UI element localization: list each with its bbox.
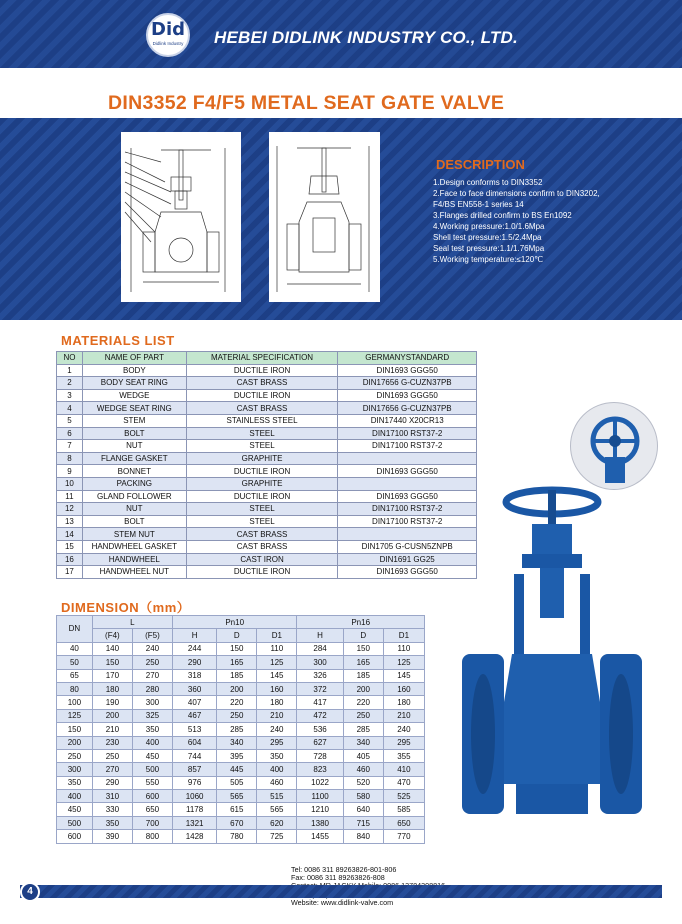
cell: 390	[92, 830, 132, 843]
cell: 500	[132, 763, 172, 776]
cell: 470	[383, 776, 424, 789]
cell: 780	[217, 830, 257, 843]
contact-tel: Tel: 0086 311 89263826-801-806	[291, 865, 397, 874]
cell: 330	[92, 803, 132, 816]
cell: 318	[172, 669, 216, 682]
cell: 284	[297, 642, 343, 655]
cell: 600	[132, 790, 172, 803]
cell: 220	[343, 696, 383, 709]
table-row	[57, 452, 477, 465]
description-title: DESCRIPTION	[436, 157, 525, 172]
cell: 395	[217, 749, 257, 762]
cell: 285	[217, 723, 257, 736]
cell: 7	[57, 440, 83, 453]
cell: CAST BRASS	[186, 402, 338, 415]
col-subheader: (F5)	[132, 629, 172, 642]
cell: 17	[57, 566, 83, 579]
cell: 565	[217, 790, 257, 803]
cell: 145	[257, 669, 297, 682]
table-row	[57, 803, 425, 816]
cell: 160	[257, 682, 297, 695]
cell: 1178	[172, 803, 216, 816]
table-row	[57, 389, 477, 402]
page-number: 4	[20, 882, 40, 902]
cell: 650	[383, 816, 424, 829]
cell: 244	[172, 642, 216, 655]
cell: 200	[343, 682, 383, 695]
cell: 180	[92, 682, 132, 695]
cell: 180	[383, 696, 424, 709]
cell: DIN17656 G-CUZN37PB	[338, 402, 477, 415]
cell: 355	[383, 749, 424, 762]
cell: 536	[297, 723, 343, 736]
cell: 340	[343, 736, 383, 749]
table-row	[57, 790, 425, 803]
cell: 1428	[172, 830, 216, 843]
cell: 145	[383, 669, 424, 682]
table-row	[57, 816, 425, 829]
cell: 472	[297, 709, 343, 722]
description-line: 3.Flanges drilled confirm to BS En1092	[433, 211, 572, 220]
cell: 515	[257, 790, 297, 803]
cell: 185	[217, 669, 257, 682]
col-subheader: D	[343, 629, 383, 642]
description-line: Shell test pressure:1.5/2.4Mpa	[433, 233, 542, 242]
cell: 125	[383, 656, 424, 669]
valve-drawing-side	[121, 132, 241, 302]
cell: 65	[57, 669, 93, 682]
cell: BOLT	[82, 427, 186, 440]
col-header: NO	[57, 352, 83, 365]
cell: 460	[257, 776, 297, 789]
table-row	[57, 696, 425, 709]
logo-subtitle: Didlink Industry	[152, 41, 184, 46]
cell: WEDGE	[82, 389, 186, 402]
cell: 10	[57, 477, 83, 490]
cell: DUCTILE IRON	[186, 465, 338, 478]
cell: 372	[297, 682, 343, 695]
col-header: L	[92, 616, 172, 629]
cell	[338, 452, 477, 465]
description-list	[433, 177, 673, 265]
cell: WEDGE SEAT RING	[82, 402, 186, 415]
cell: PACKING	[82, 477, 186, 490]
cell: FLANGE GASKET	[82, 452, 186, 465]
cell: 290	[172, 656, 216, 669]
side-view-drawing	[121, 132, 241, 302]
cell: 770	[383, 830, 424, 843]
cell: BODY	[82, 364, 186, 377]
cell: GLAND FOLLOWER	[82, 490, 186, 503]
cell: DIN1693 GGG50	[338, 389, 477, 402]
cell: 150	[92, 656, 132, 669]
cell: 410	[383, 763, 424, 776]
cell: DUCTILE IRON	[186, 389, 338, 402]
cell: 3	[57, 389, 83, 402]
cell: 580	[343, 790, 383, 803]
cell: DIN17100 RST37-2	[338, 503, 477, 516]
cell: 640	[343, 803, 383, 816]
table-row	[57, 669, 425, 682]
table-row	[57, 515, 477, 528]
cell: 1100	[297, 790, 343, 803]
cell: DIN1693 GGG50	[338, 465, 477, 478]
cell: 700	[132, 816, 172, 829]
cell	[338, 528, 477, 541]
cell: 125	[57, 709, 93, 722]
cell: 40	[57, 642, 93, 655]
cell: 165	[217, 656, 257, 669]
cell: 400	[257, 763, 297, 776]
cell: 140	[92, 642, 132, 655]
cell: 15	[57, 540, 83, 553]
cell: 190	[92, 696, 132, 709]
table-row	[57, 736, 425, 749]
table-subheader-row	[57, 629, 425, 642]
cell: CAST BRASS	[186, 377, 338, 390]
cell: DIN1691 GG25	[338, 553, 477, 566]
cell: 150	[343, 642, 383, 655]
cell: STEEL	[186, 503, 338, 516]
cell: STEEL	[186, 440, 338, 453]
cell: 295	[257, 736, 297, 749]
cell: STAINLESS STEEL	[186, 414, 338, 427]
cell: STEM	[82, 414, 186, 427]
col-header: Pn10	[172, 616, 296, 629]
cell: 11	[57, 490, 83, 503]
table-row	[57, 465, 477, 478]
table-row	[57, 377, 477, 390]
cell: 604	[172, 736, 216, 749]
table-row	[57, 776, 425, 789]
cell: 840	[343, 830, 383, 843]
cell: 300	[297, 656, 343, 669]
cell: 500	[57, 816, 93, 829]
cell: 50	[57, 656, 93, 669]
cell: 340	[217, 736, 257, 749]
cell: 467	[172, 709, 216, 722]
cell: 650	[132, 803, 172, 816]
cell: 565	[257, 803, 297, 816]
cell: 405	[343, 749, 383, 762]
header-banner	[0, 0, 682, 68]
cell: 1210	[297, 803, 343, 816]
table-row	[57, 709, 425, 722]
cell: 627	[297, 736, 343, 749]
description-line: 4.Working pressure:1.0/1.6Mpa	[433, 222, 545, 231]
cell: 185	[343, 669, 383, 682]
cell: 450	[132, 749, 172, 762]
table-row	[57, 477, 477, 490]
cell: 400	[132, 736, 172, 749]
col-header: MATERIAL SPECIFICATION	[186, 352, 338, 365]
col-header: NAME OF PART	[82, 352, 186, 365]
cell: BOLT	[82, 515, 186, 528]
cell: CAST BRASS	[186, 528, 338, 541]
description-line: Seal test pressure:1.1/1.76Mpa	[433, 244, 545, 253]
cell: CAST BRASS	[186, 540, 338, 553]
dimension-title: DIMENSION（mm）	[61, 600, 191, 615]
col-subheader: D1	[383, 629, 424, 642]
materials-title: MATERIALS LIST	[61, 333, 175, 348]
col-subheader: H	[297, 629, 343, 642]
cell: 80	[57, 682, 93, 695]
handwheel-closeup-icon	[571, 403, 658, 490]
cell: 1022	[297, 776, 343, 789]
footer-bar	[20, 885, 662, 898]
table-row	[57, 749, 425, 762]
cell: 460	[343, 763, 383, 776]
table-row	[57, 723, 425, 736]
cell: GRAPHITE	[186, 452, 338, 465]
cell: DUCTILE IRON	[186, 490, 338, 503]
cell: 600	[57, 830, 93, 843]
cell: 513	[172, 723, 216, 736]
cell: DIN1693 GGG50	[338, 490, 477, 503]
cell: 407	[172, 696, 216, 709]
section-view-drawing	[269, 132, 380, 302]
cell: 1455	[297, 830, 343, 843]
cell: DIN1693 GGG50	[338, 364, 477, 377]
table-row	[57, 553, 477, 566]
cell: 210	[383, 709, 424, 722]
cell: 1	[57, 364, 83, 377]
cell: 290	[92, 776, 132, 789]
cell: 360	[172, 682, 216, 695]
col-header: DN	[57, 616, 93, 643]
cell: 200	[92, 709, 132, 722]
cell: 180	[257, 696, 297, 709]
cell: 976	[172, 776, 216, 789]
table-row	[57, 830, 425, 843]
cell: 200	[57, 736, 93, 749]
cell: 250	[57, 749, 93, 762]
table-row	[57, 566, 477, 579]
cell: 170	[92, 669, 132, 682]
cell: 125	[257, 656, 297, 669]
description-line: F4/BS EN558-1 series 14	[433, 200, 524, 209]
cell: DIN17656 G-CUZN37PB	[338, 377, 477, 390]
cell: CAST IRON	[186, 553, 338, 566]
cell: 6	[57, 427, 83, 440]
cell: DIN17100 RST37-2	[338, 515, 477, 528]
cell: 550	[132, 776, 172, 789]
cell: STEEL	[186, 427, 338, 440]
cell: 445	[217, 763, 257, 776]
page-title: DIN3352 F4/F5 METAL SEAT GATE VALVE	[108, 92, 505, 114]
cell: 150	[217, 642, 257, 655]
cell: DIN17440 X20CR13	[338, 414, 477, 427]
cell: 210	[257, 709, 297, 722]
description-line: 1.Design conforms to DIN3352	[433, 178, 543, 187]
table-header-row	[57, 616, 425, 629]
cell: 325	[132, 709, 172, 722]
table-row	[57, 656, 425, 669]
cell: HANDWHEEL	[82, 553, 186, 566]
cell: 505	[217, 776, 257, 789]
cell: 5	[57, 414, 83, 427]
handwheel-closeup-photo	[570, 402, 658, 490]
cell: NUT	[82, 503, 186, 516]
cell: 270	[132, 669, 172, 682]
cell: 100	[57, 696, 93, 709]
table-row	[57, 763, 425, 776]
cell: 857	[172, 763, 216, 776]
cell: 250	[343, 709, 383, 722]
cell: 285	[343, 723, 383, 736]
cell: 110	[257, 642, 297, 655]
cell: 300	[132, 696, 172, 709]
cell: 725	[257, 830, 297, 843]
col-subheader: D	[217, 629, 257, 642]
cell: 525	[383, 790, 424, 803]
cell: 210	[92, 723, 132, 736]
cell: 14	[57, 528, 83, 541]
cell: BODY SEAT RING	[82, 377, 186, 390]
company-logo	[146, 13, 190, 57]
table-row	[57, 402, 477, 415]
cell: 350	[132, 723, 172, 736]
cell: DIN17100 RST37-2	[338, 440, 477, 453]
cell: 670	[217, 816, 257, 829]
cell: HANDWHEEL GASKET	[82, 540, 186, 553]
cell: 9	[57, 465, 83, 478]
cell: DIN1705 G-CUSN5ZNPB	[338, 540, 477, 553]
col-subheader: (F4)	[92, 629, 132, 642]
cell: 350	[57, 776, 93, 789]
table-row	[57, 364, 477, 377]
cell: 13	[57, 515, 83, 528]
cell	[338, 477, 477, 490]
contact-website: Website: www.didlink-valve.com	[291, 897, 394, 907]
cell: 230	[92, 736, 132, 749]
col-subheader: H	[172, 629, 216, 642]
gate-valve-icon	[462, 484, 660, 844]
cell: 8	[57, 452, 83, 465]
table-row	[57, 682, 425, 695]
cell: 220	[217, 696, 257, 709]
cell: 400	[57, 790, 93, 803]
cell: 728	[297, 749, 343, 762]
cell: 715	[343, 816, 383, 829]
cell: 310	[92, 790, 132, 803]
table-row	[57, 427, 477, 440]
cell: 250	[217, 709, 257, 722]
cell: 165	[343, 656, 383, 669]
cell: 240	[383, 723, 424, 736]
cell: 2	[57, 377, 83, 390]
cell: 585	[383, 803, 424, 816]
table-row	[57, 642, 425, 655]
cell: HANDWHEEL NUT	[82, 566, 186, 579]
cell: 200	[217, 682, 257, 695]
table-row	[57, 490, 477, 503]
cell: 800	[132, 830, 172, 843]
cell: 4	[57, 402, 83, 415]
table-row	[57, 440, 477, 453]
cell: STEEL	[186, 515, 338, 528]
cell: 300	[57, 763, 93, 776]
table-row	[57, 503, 477, 516]
logo-mark: Did	[151, 19, 185, 40]
cell: BONNET	[82, 465, 186, 478]
cell: NUT	[82, 440, 186, 453]
cell: 150	[57, 723, 93, 736]
table-row	[57, 528, 477, 541]
materials-table	[56, 351, 477, 579]
col-subheader: D1	[257, 629, 297, 642]
cell: 350	[92, 816, 132, 829]
cell: 1380	[297, 816, 343, 829]
cell: 615	[217, 803, 257, 816]
cell: 417	[297, 696, 343, 709]
valve-drawing-section	[269, 132, 380, 302]
company-name: HEBEI DIDLINK INDUSTRY CO., LTD.	[214, 28, 518, 47]
cell: 280	[132, 682, 172, 695]
cell: 240	[132, 642, 172, 655]
table-row	[57, 540, 477, 553]
cell: 1060	[172, 790, 216, 803]
cell: 823	[297, 763, 343, 776]
cell: 520	[343, 776, 383, 789]
gate-valve-photo	[462, 484, 660, 844]
contact-fax: Fax: 0086 311 89263826-808	[291, 873, 385, 883]
cell: 160	[383, 682, 424, 695]
cell: DUCTILE IRON	[186, 364, 338, 377]
cell: 250	[92, 749, 132, 762]
cell: 110	[383, 642, 424, 655]
cell: 326	[297, 669, 343, 682]
cell: GRAPHITE	[186, 477, 338, 490]
col-header: GERMANYSTANDARD	[338, 352, 477, 365]
description-line: 2.Face to face dimensions confirm to DIN3202,	[433, 189, 600, 198]
cell: 16	[57, 553, 83, 566]
description-line: 5.Working temperature:≤120℃	[433, 255, 544, 264]
cell: 620	[257, 816, 297, 829]
cell: 350	[257, 749, 297, 762]
cell: 270	[92, 763, 132, 776]
cell: DUCTILE IRON	[186, 566, 338, 579]
col-header: Pn16	[297, 616, 425, 629]
cell: DIN17100 RST37-2	[338, 427, 477, 440]
cell: 1321	[172, 816, 216, 829]
table-row	[57, 414, 477, 427]
cell: 240	[257, 723, 297, 736]
cell: 295	[383, 736, 424, 749]
cell: 450	[57, 803, 93, 816]
cell: 250	[132, 656, 172, 669]
cell: 12	[57, 503, 83, 516]
cell: STEM NUT	[82, 528, 186, 541]
table-header-row	[57, 352, 477, 365]
cell: 744	[172, 749, 216, 762]
dimension-table	[56, 615, 425, 844]
cell: DIN1693 GGG50	[338, 566, 477, 579]
